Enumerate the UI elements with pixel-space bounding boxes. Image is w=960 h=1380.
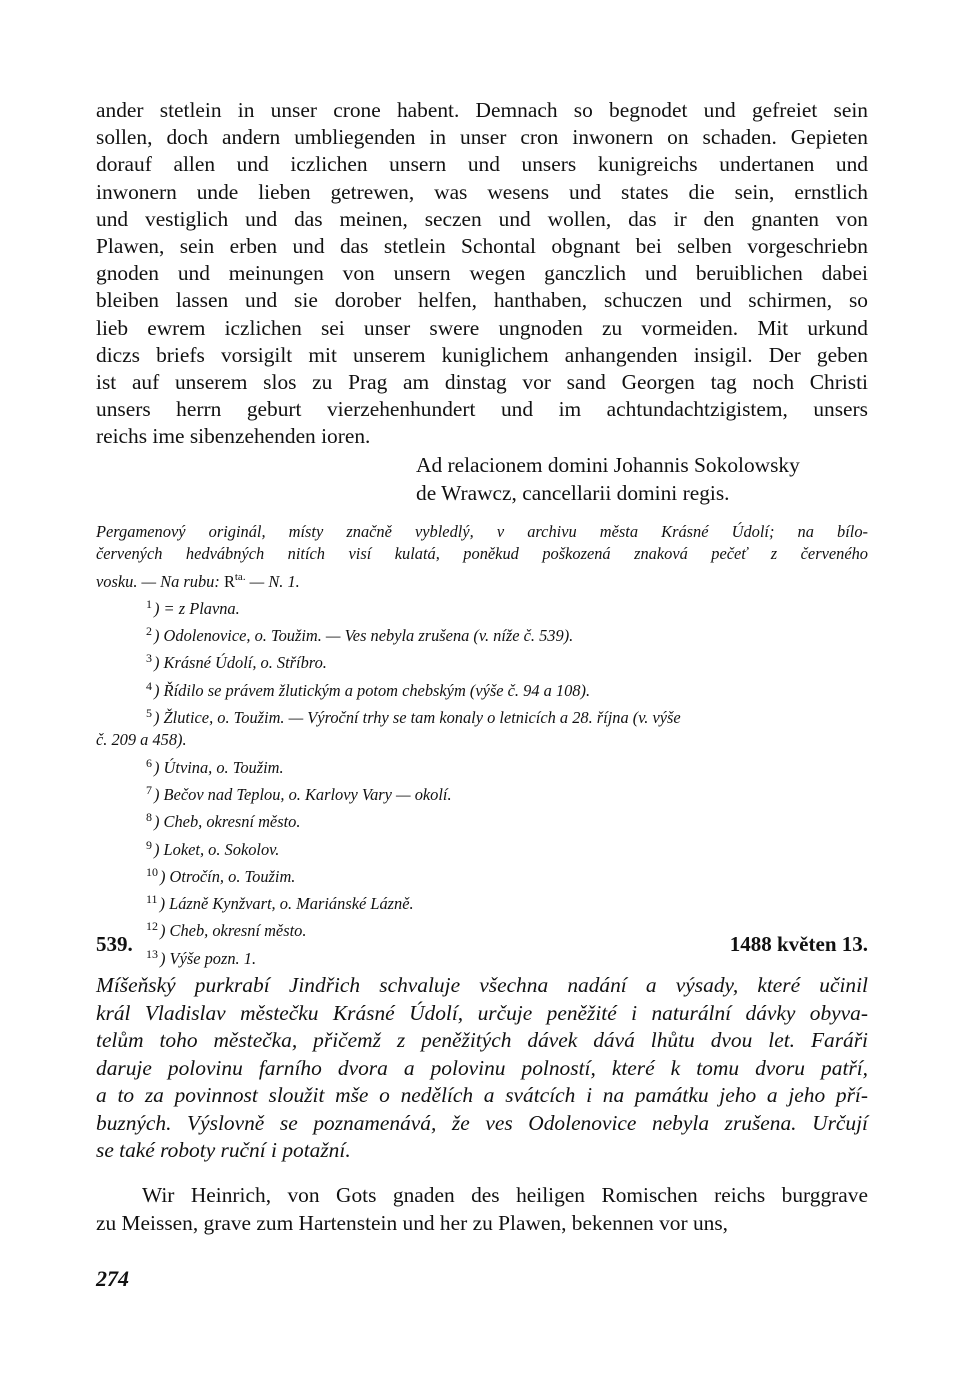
- footnote: [96, 834, 868, 861]
- critical-apparatus: [96, 521, 868, 970]
- footnote-number: 9: [146, 837, 152, 852]
- footnote-number: 10: [146, 864, 158, 879]
- chancery-note-line: de Wrawcz, cancellarii domini regis.: [416, 480, 730, 505]
- footnote-number: 12: [146, 919, 158, 934]
- footnote-number: 8: [146, 810, 152, 825]
- regest: [96, 972, 868, 1165]
- opening-line: zu Meissen, grave zum Hartenstein und her zu Plawen, bekennen vor uns,: [96, 1210, 729, 1235]
- regest-line: král Vladislav městečku Krásné Údolí, určuje peněžité i naturální dávky obyva-: [96, 1000, 868, 1025]
- footnote-number: 2: [146, 624, 152, 639]
- regest-line: a to za povinnost sloužit mše o nedělích a svátcích i na památku jeho a jeho pří-: [96, 1083, 868, 1107]
- footnote-text: ) Cheb, okresní město.: [154, 812, 301, 832]
- footnotes: [96, 593, 868, 970]
- footnote-number: 3: [146, 651, 152, 666]
- footnote: [96, 806, 868, 833]
- footnote: [96, 861, 868, 888]
- footnote-text: ) Otročín, o. Toužim.: [160, 866, 296, 886]
- charter-line: unsers herrn geburt vierzehenhundert und im achtundachtzigistem, unsers: [96, 397, 868, 422]
- footnote: [96, 729, 868, 751]
- footnote-text: ) Řídilo se právem žlutickým a potom chebským (výše č. 94 a 108).: [154, 680, 591, 700]
- footnote-text: ) Žlutice, o. Toužim. — Výroční trhy se tam konaly o letnicích a 28. října (v. výše: [154, 708, 681, 728]
- footnote-text: ) Loket, o. Sokolov.: [154, 839, 280, 859]
- regest-line: Míšeňský purkrabí Jindřich schvaluje všechna nadání a výsady, které učinil: [96, 973, 868, 997]
- document-number: 539.: [96, 932, 133, 956]
- regest-line: daruje polovinu farního dvora a polovinu polností, které k tomu dvoru patří,: [96, 1055, 868, 1080]
- charter-text: [96, 97, 868, 451]
- footnote: [96, 702, 868, 729]
- footnote-text: ) Lázně Kynžvart, o. Mariánské Lázně.: [159, 894, 414, 914]
- footnote: [96, 779, 868, 806]
- regest-line: telům toho městečka, přičemž z peněžitých dávek dává lhůtu dvou let. Faráři: [96, 1028, 868, 1052]
- charter-line: und vestiglich und das meinen, seczen und wollen, das ir den gnanten von: [96, 206, 868, 231]
- apparatus-siglum-sup: ta.: [234, 570, 246, 583]
- footnote-text: ) Útvina, o. Toužim.: [154, 757, 284, 777]
- apparatus-text: — N. 1.: [245, 571, 300, 591]
- charter-line: diczs briefs vorsigilt mit unserem kuniglichem anhangenden insigil. Der geben: [96, 342, 868, 367]
- footnote-text: č. 209 a 458).: [96, 730, 187, 750]
- footnote: [96, 888, 868, 915]
- footnote-text: ) = z Plavna.: [154, 598, 240, 618]
- footnote: [96, 620, 868, 647]
- footnote-number: 4: [146, 678, 152, 693]
- footnote-text: ) Krásné Údolí, o. Stříbro.: [154, 653, 327, 673]
- apparatus-line: [96, 566, 868, 593]
- footnote-number: 5: [146, 706, 152, 721]
- charter-opening: [96, 1182, 868, 1237]
- opening-line: Wir Heinrich, von Gots gnaden des heiligen Romischen reichs burggrave: [142, 1183, 868, 1207]
- charter-line: bleiben lassen und sie dorober helfen, hanthaben, schuczen und schirmen, so: [96, 288, 868, 313]
- charter-line: Plawen, sein erben und das stetlein Schontal obgnant bei selben vorgeschriebn: [96, 234, 868, 259]
- footnote-text: ) Výše pozn. 1.: [160, 948, 257, 968]
- charter-line: sollen, doch andern umbliegenden in unser cron inwonern on schaden. Gepieten: [96, 125, 868, 150]
- footnote-text: ) Odolenovice, o. Toužim. — Ves nebyla zrušena (v. níže č. 539).: [154, 626, 574, 646]
- footnote-number: 7: [146, 782, 152, 797]
- charter-line: ander stetlein in unser crone habent. Demnach so begnodet und gefreiet sein: [96, 98, 868, 122]
- regest-line: buzných. Výslovně se poznamenává, že ves Odolenovice nebyla zrušena. Určují: [96, 1110, 868, 1135]
- charter-line: gnoden und meinungen von unsern wegen ganczlich und beruiblichen dabei: [96, 261, 868, 286]
- chancery-note-line: Ad relacionem domini Johannis Sokolowsky: [416, 453, 800, 477]
- document-date: 1488 květen 13.: [729, 932, 868, 956]
- regest-line: se také roboty ruční i potažní.: [96, 1138, 351, 1162]
- charter-line: reichs ime sibenzehenden ioren.: [96, 424, 371, 449]
- charter-line: dorauf allen und iczlichen unsern und unsers kunigreichs undertanen und: [96, 152, 868, 177]
- apparatus-line: Pergamenový originál, místy značně vybledlý, v archivu města Krásné Údolí; na bílo-: [96, 522, 868, 541]
- footnote: [96, 675, 868, 702]
- charter-line: ist auf unserem slos zu Prag am dinstag vor sand Georgen tag noch Christi: [96, 370, 868, 395]
- apparatus-line: červených hedvábných nitích visí kulatá, poněkud poškozená znaková pečeť z červeného: [96, 544, 868, 564]
- charter-line: lieb ewrem iczlichen sei unser swere ungnoden zu vormeiden. Mit urkund: [96, 315, 868, 340]
- chancery-note: [416, 452, 800, 507]
- footnote: [96, 593, 868, 620]
- footnote-number: 11: [146, 892, 158, 907]
- apparatus-text: vosku. — Na rubu:: [96, 571, 224, 591]
- footnote-text: ) Bečov nad Teplou, o. Karlovy Vary — okolí.: [154, 784, 452, 804]
- footnote-number: 1: [146, 596, 152, 611]
- footnote-number: 13: [146, 946, 158, 961]
- footnote-number: 6: [146, 755, 152, 770]
- charter-line: inwonern unde lieben getrewen, was wesens und states die sein, ernstlich: [96, 179, 868, 204]
- apparatus-siglum: R: [223, 571, 235, 591]
- footnote: [96, 752, 868, 779]
- footnote: [96, 647, 868, 674]
- footnote-text: ) Cheb, okresní město.: [160, 921, 307, 941]
- page-number: 274: [96, 1266, 129, 1291]
